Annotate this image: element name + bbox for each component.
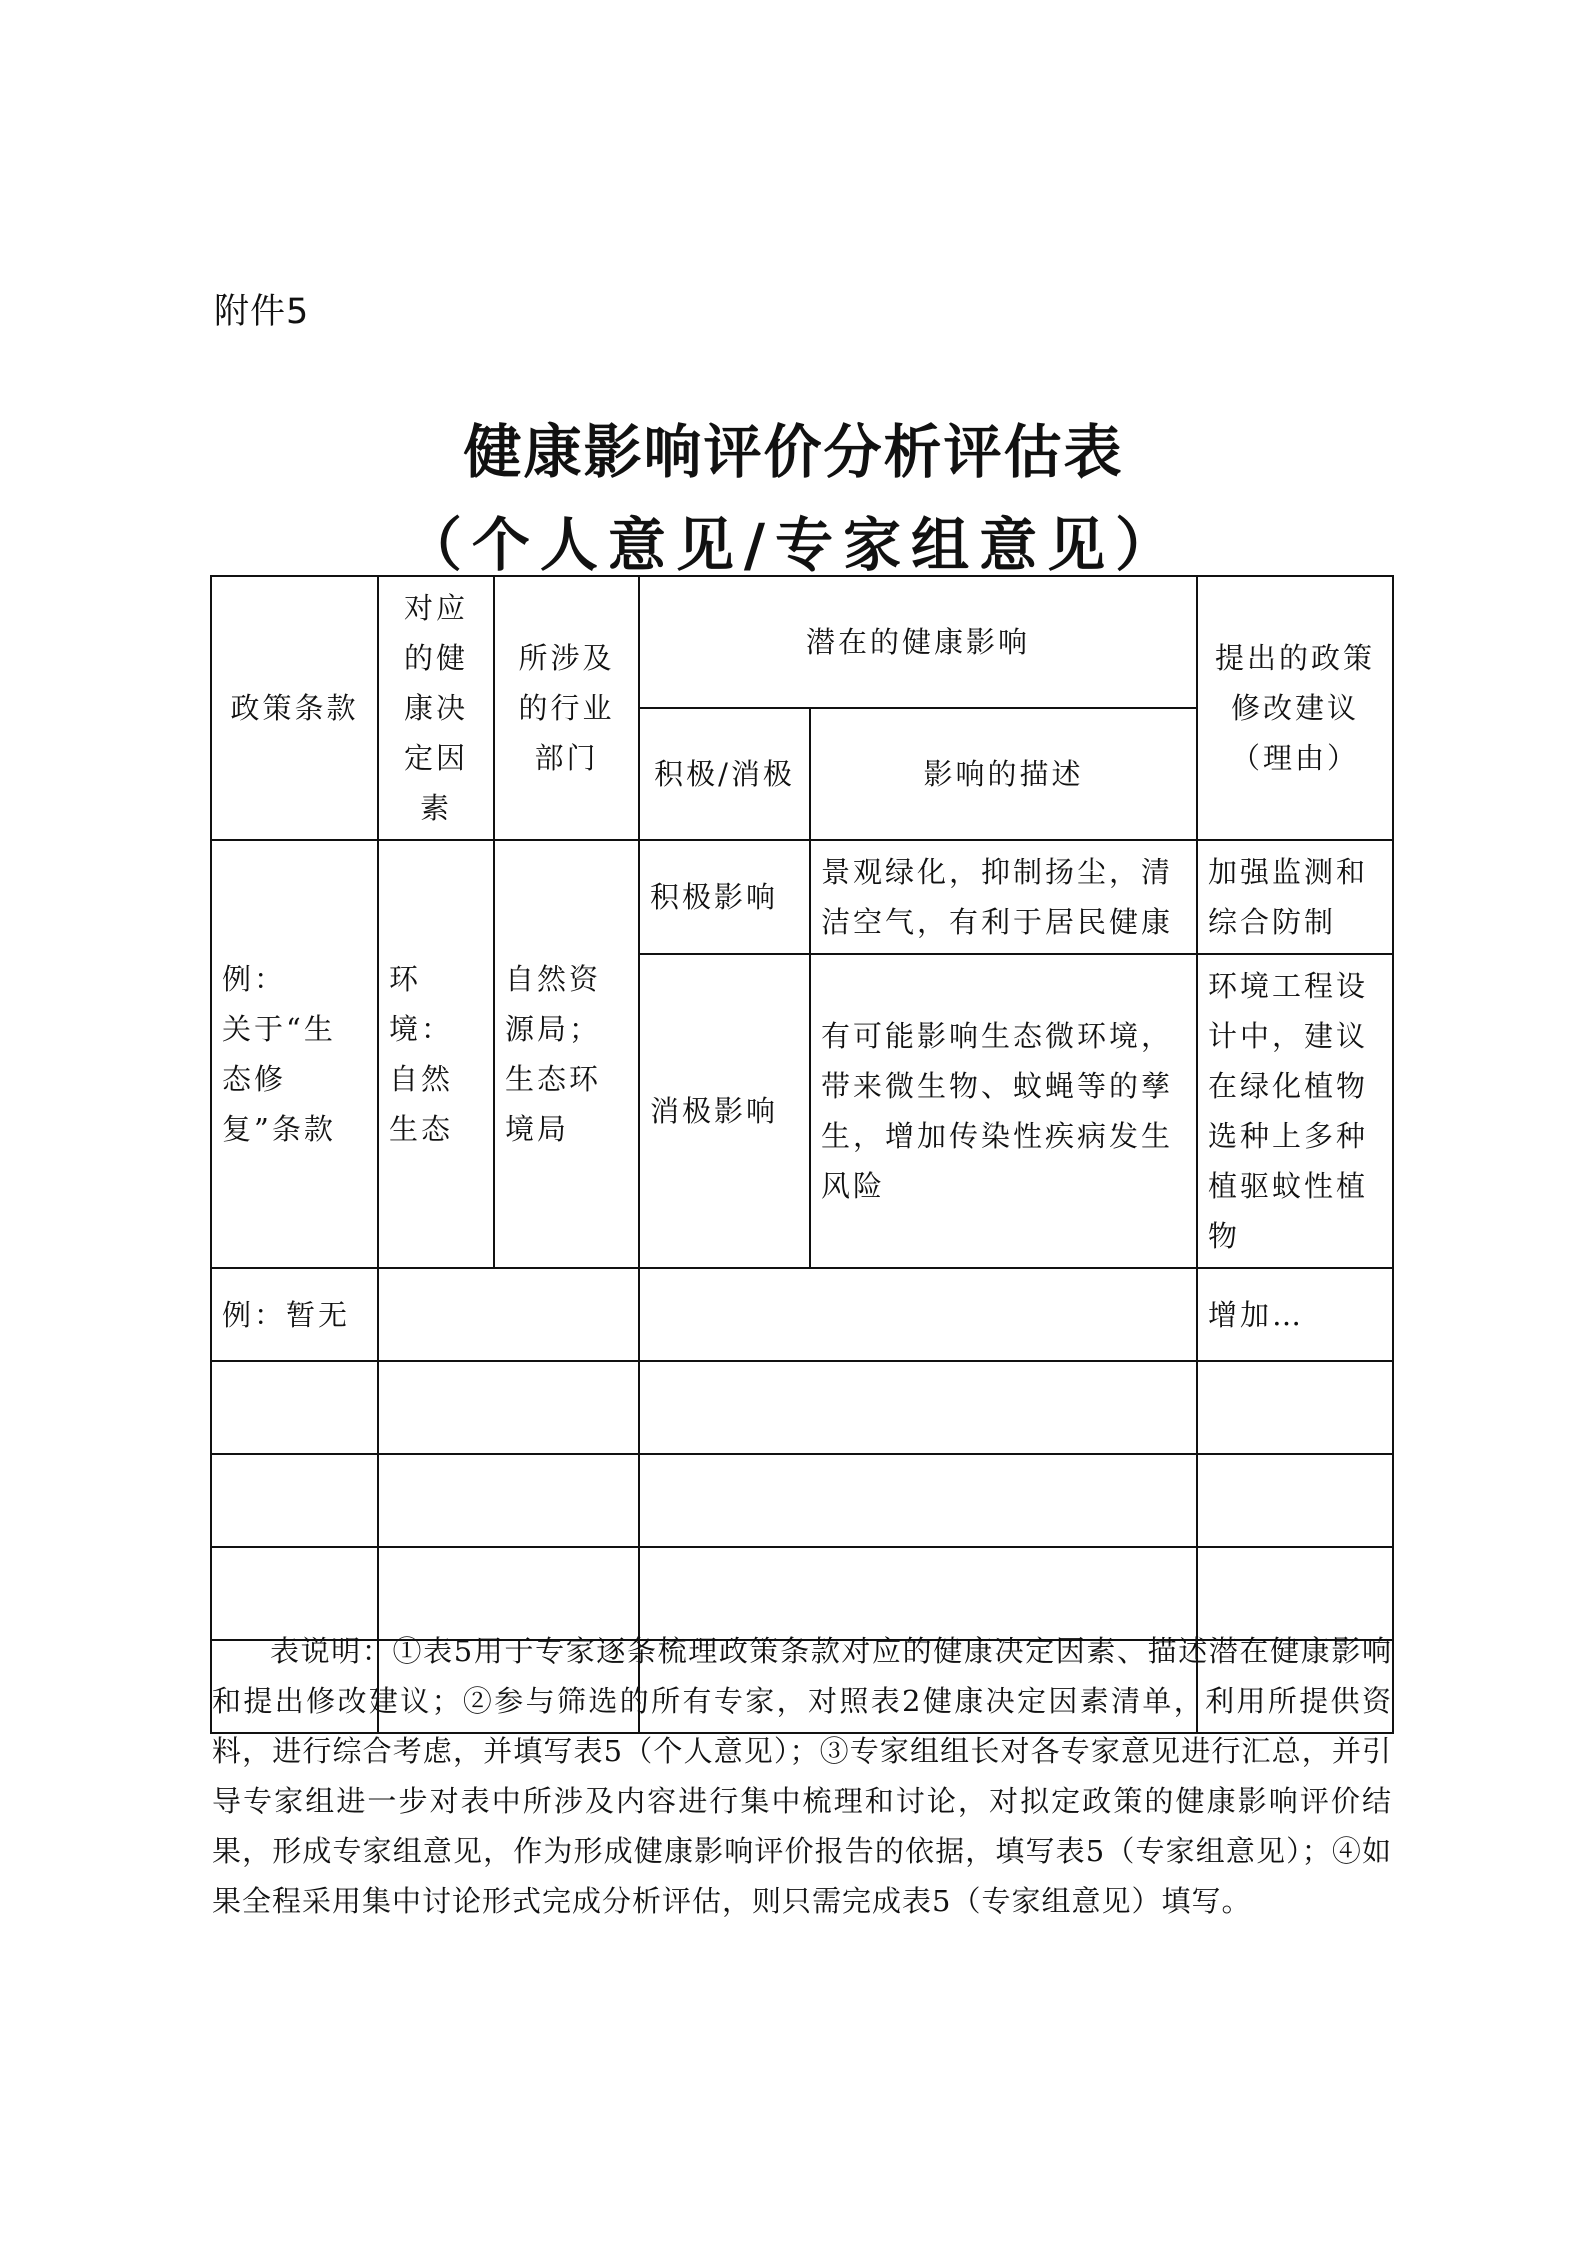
header-impact-desc: 影响的描述 bbox=[810, 708, 1197, 840]
table-note: 表说明：①表5用于专家逐条梳理政策条款对应的健康决定因素、描述潜在健康影响和提出修改建议；②参与筛选的所有专家，对照表2健康决定因素清单，利用所提供资料，进行综合考虑，并填写表5（个人意见）；③专家组组长对各专家意见进行汇总，并引导专家组进一步对表中所涉及内容进行集中梳理和讨论，对拟定政策的健康影响评价结果，形成专家组意见，作为形成健康影响评价报告的依据，填写表5（专家组意见）；④如果全程采用集中讨论形式完成分析评估，则只需完成表5（专家组意见）填写。 bbox=[212, 1634, 1392, 1918]
example1-determinant: 环境：自然生态 bbox=[378, 840, 494, 1268]
header-determinant: 对应的健康决定因素 bbox=[378, 576, 494, 840]
blank-row bbox=[211, 1361, 1393, 1454]
evaluation-table bbox=[210, 575, 1394, 1734]
header-pos-neg: 积极/消极 bbox=[639, 708, 810, 840]
example1-positive-type: 积极影响 bbox=[639, 840, 810, 954]
example2-empty-cell bbox=[639, 1268, 1197, 1361]
attachment-label: 附件5 bbox=[214, 292, 310, 332]
page-subtitle: （个人意见/专家组意见） bbox=[403, 511, 1184, 579]
blank-row bbox=[211, 1454, 1393, 1547]
page-title: 健康影响评价分析评估表 bbox=[463, 418, 1124, 486]
example2-empty-cell bbox=[378, 1268, 639, 1361]
example1-negative-description: 有可能影响生态微环境，带来微生物、蚊蝇等的孳生，增加传染性疾病发生风险 bbox=[810, 954, 1197, 1268]
example2-suggestion: 增加… bbox=[1197, 1268, 1393, 1361]
example2-clause: 例：暂无 bbox=[211, 1268, 378, 1361]
example1-negative-suggestion: 环境工程设计中，建议在绿化植物选种上多种植驱蚊性植物 bbox=[1197, 954, 1393, 1268]
example1-positive-suggestion: 加强监测和综合防制 bbox=[1197, 840, 1393, 954]
example1-negative-type: 消极影响 bbox=[639, 954, 810, 1268]
header-policy-clause: 政策条款 bbox=[211, 576, 378, 840]
example1-clause: 例： 关于“生态修复”条款 bbox=[211, 840, 378, 1268]
example1-positive-description: 景观绿化，抑制扬尘，清洁空气，有利于居民健康 bbox=[810, 840, 1197, 954]
example1-departments: 自然资源局；生态环境局 bbox=[494, 840, 639, 1268]
header-suggestion: 提出的政策修改建议（理由） bbox=[1197, 576, 1393, 840]
header-potential-impact: 潜在的健康影响 bbox=[639, 576, 1197, 708]
header-departments: 所涉及的行业部门 bbox=[494, 576, 639, 840]
